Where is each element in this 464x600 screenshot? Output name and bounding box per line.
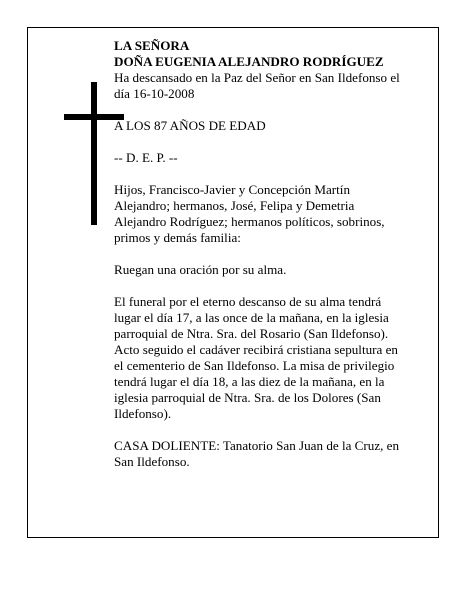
family-line: Hijos, Francisco-Javier y Concepción Martín (114, 182, 350, 197)
notice-title: LA SEÑORA (114, 38, 190, 53)
prayer-line: Ruegan una oración por su alma. (114, 262, 287, 277)
family-line: primos y demás familia: (114, 230, 241, 245)
age-line: A LOS 87 AÑOS DE EDAD (114, 118, 266, 133)
spacer (114, 166, 414, 182)
rip-line: -- D. E. P. -- (114, 150, 178, 165)
funeral-line: parroquial de Ntra. Sra. del Rosario (San Ildefonso). (114, 326, 389, 341)
death-line-2: día 16-10-2008 (114, 86, 195, 101)
spacer (114, 422, 414, 438)
spacer (114, 102, 414, 118)
funeral-line: iglesia parroquial de Ntra. Sra. de los Dolores (San (114, 390, 381, 405)
funeral-line: lugar el día 17, a las once de la mañana, en la iglesia (114, 310, 389, 325)
funeral-line: Ildefonso). (114, 406, 172, 421)
cross-vertical-bar (91, 82, 97, 225)
family-line: Alejandro; hermanos, José, Felipa y Demetria (114, 198, 355, 213)
spacer (114, 278, 414, 294)
funeral-line: Acto seguido el cadáver recibirá cristiana sepultura en (114, 342, 398, 357)
family-line: Alejandro Rodríguez; hermanos políticos, sobrinos, (114, 214, 385, 229)
house-line: San Ildefonso. (114, 454, 190, 469)
deceased-name: DOÑA EUGENIA ALEJANDRO RODRÍGUEZ (114, 54, 384, 69)
obituary-text (114, 38, 414, 470)
spacer (114, 134, 414, 150)
house-line: CASA DOLIENTE: Tanatorio San Juan de la Cruz, en (114, 438, 400, 453)
funeral-line: El funeral por el eterno descanso de su alma tendrá (114, 294, 382, 309)
funeral-line: tendrá lugar el día 18, a las diez de la mañana, en la (114, 374, 385, 389)
death-line-1: Ha descansado en la Paz del Señor en San Ildefonso el (114, 70, 400, 85)
spacer (114, 246, 414, 262)
funeral-line: el cementerio de San Ildefonso. La misa de privilegio (114, 358, 395, 373)
